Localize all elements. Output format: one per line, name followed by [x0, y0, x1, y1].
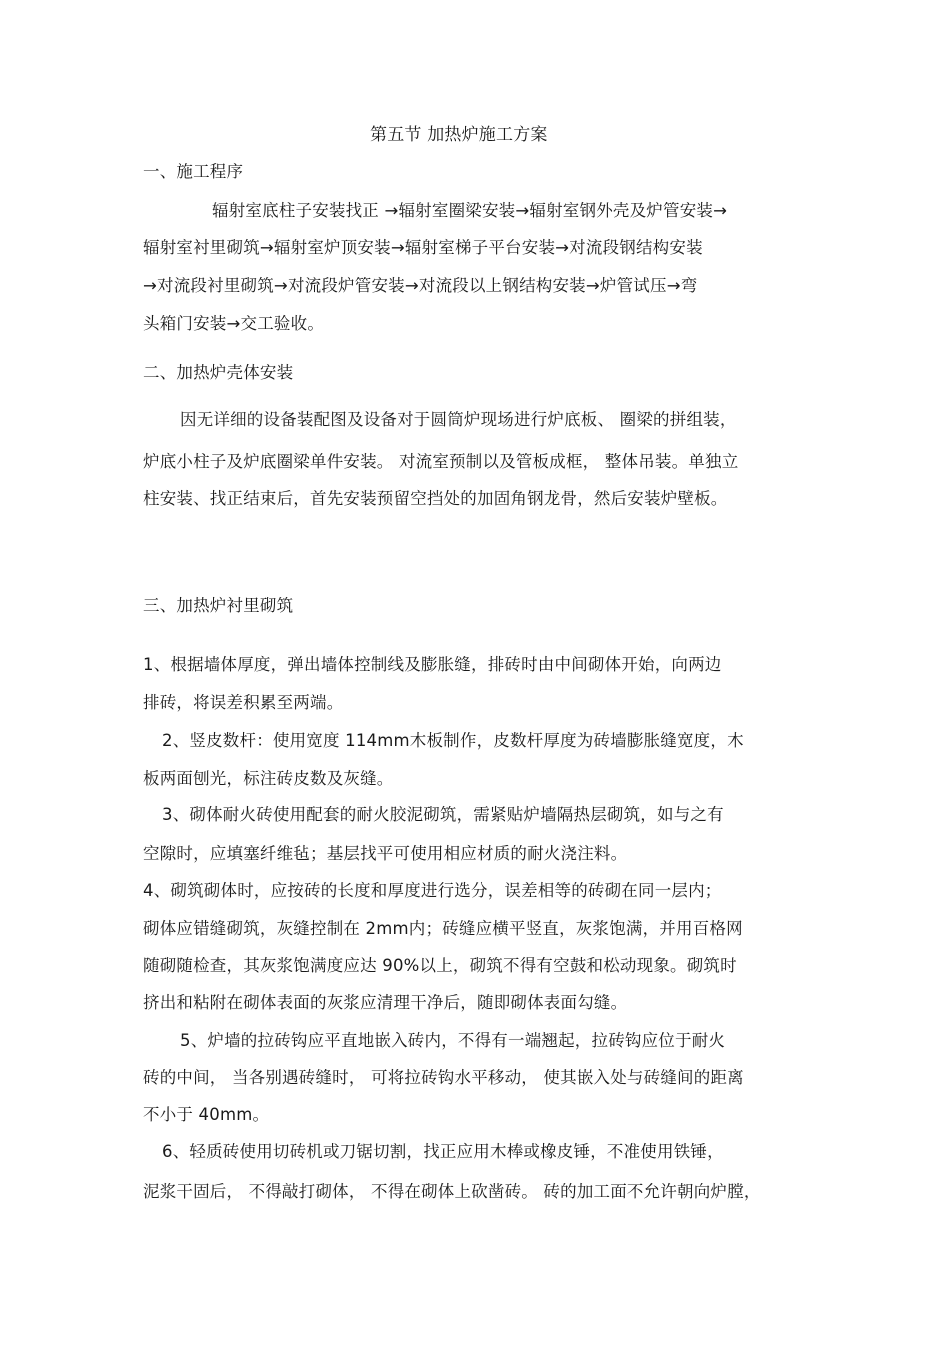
paragraph-line: 不小于 40mm。	[143, 1105, 270, 1124]
paragraph-line: 柱安装、找正结束后，首先安装预留空挡处的加固角钢龙骨，然后安装炉壁板。	[143, 489, 728, 508]
paragraph-line: 空隙时，应填塞纤维毡；基层找平可使用相应材质的耐火浇注料。	[143, 844, 628, 863]
paragraph-line: 板两面刨光，标注砖皮数及灰缝。	[143, 769, 394, 788]
paragraph-line: 随砌随检查，其灰浆饱满度应达 90%以上，砌筑不得有空鼓和松动现象。砌筑时	[143, 956, 737, 975]
paragraph-line: 排砖，将误差积累至两端。	[143, 693, 344, 712]
paragraph-line: 3、砌体耐火砖使用配套的耐火胶泥砌筑，需紧贴炉墙隔热层砌筑，如与之有	[162, 805, 724, 824]
page-title: 第五节 加热炉施工方案	[370, 125, 548, 145]
paragraph-line: 辐射室底柱子安装找正 →辐射室圈梁安装→辐射室钢外壳及炉管安装→	[212, 201, 728, 220]
paragraph-line: 砖的中间， 当各别遇砖缝时， 可将拉砖钩水平移动， 使其嵌入处与砖缝间的距离	[143, 1068, 744, 1087]
paragraph-line: 挤出和粘附在砌体表面的灰浆应清理干净后，随即砌体表面勾缝。	[143, 993, 628, 1012]
paragraph-line: 4、砌筑砌体时，应按砖的长度和厚度进行选分，误差相等的砖砌在同一层内；	[143, 881, 722, 900]
paragraph-line: 因无详细的设备装配图及设备对于圆筒炉现场进行炉底板、 圈梁的拼组装，	[180, 410, 737, 429]
section-heading-3: 三、加热炉衬里砌筑	[143, 596, 294, 615]
paragraph-line: 1、根据墙体厚度，弹出墙体控制线及膨胀缝，排砖时由中间砌体开始，向两边	[143, 655, 722, 674]
paragraph-line: 辐射室衬里砌筑→辐射室炉顶安装→辐射室梯子平台安装→对流段钢结构安装	[143, 238, 703, 257]
paragraph-line: 6、轻质砖使用切砖机或刀锯切割，找正应用木棒或橡皮锤，不准使用铁锤，	[162, 1142, 724, 1161]
paragraph-line: →对流段衬里砌筑→对流段炉管安装→对流段以上钢结构安装→炉管试压→弯	[143, 276, 698, 295]
section-heading-1: 一、施工程序	[143, 162, 244, 181]
paragraph-line: 砌体应错缝砌筑，灰缝控制在 2mm内；砖缝应横平竖直，灰浆饱满，并用百格网	[143, 919, 743, 938]
paragraph-line: 2、竖皮数杆：使用宽度 114mm木板制作，皮数杆厚度为砖墙膨胀缝宽度，木	[162, 731, 744, 750]
paragraph-line: 泥浆干固后， 不得敲打砌体， 不得在砌体上砍凿砖。 砖的加工面不允许朝向炉膛，	[143, 1182, 761, 1201]
paragraph-line: 5、炉墙的拉砖钩应平直地嵌入砖内，不得有一端翘起，拉砖钩应位于耐火	[180, 1031, 726, 1050]
paragraph-line: 头箱门安装→交工验收。	[143, 314, 325, 333]
section-heading-2: 二、加热炉壳体安装	[143, 363, 294, 382]
paragraph-line: 炉底小柱子及炉底圈梁单件安装。 对流室预制以及管板成框， 整体吊装。单独立	[143, 452, 739, 471]
